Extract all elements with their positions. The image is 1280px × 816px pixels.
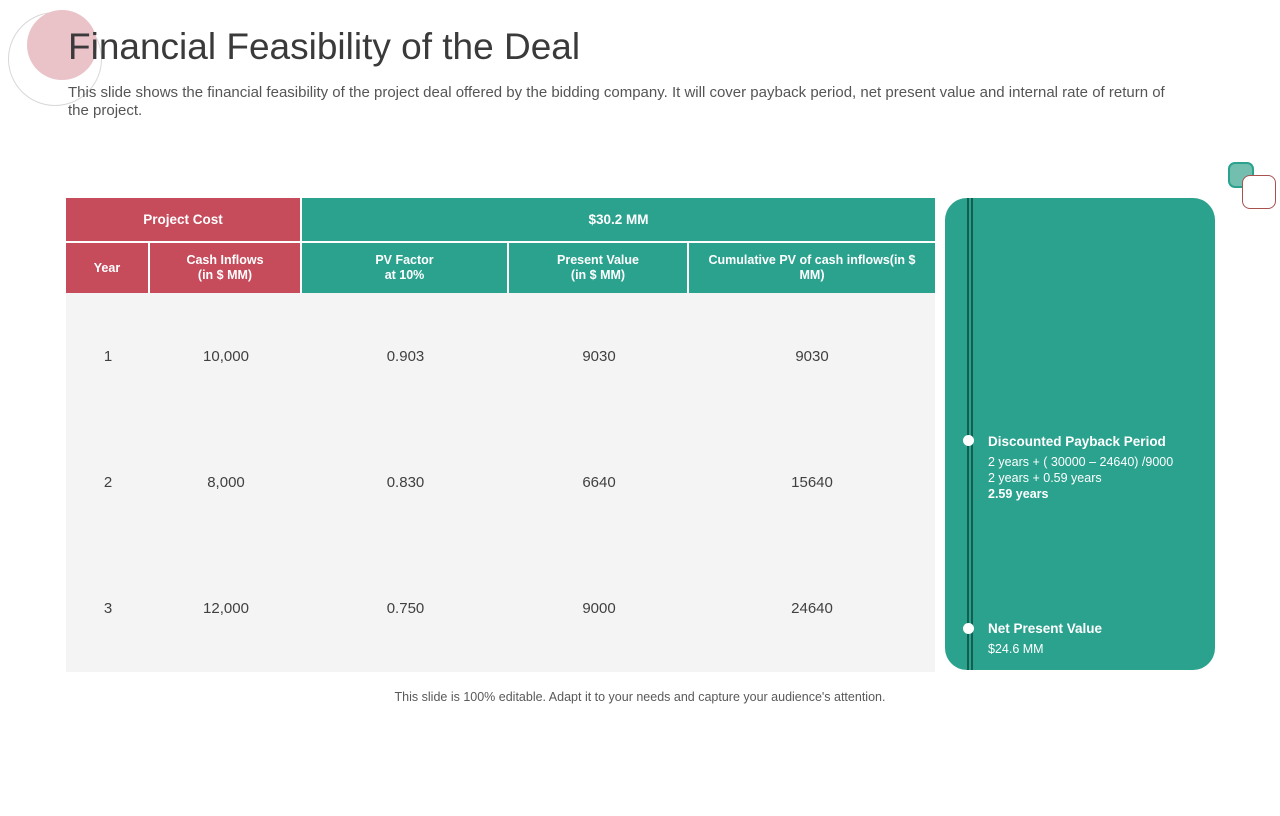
header-cash-inflows	[150, 243, 302, 293]
cell-cumulative-pv: 24640	[791, 600, 833, 618]
table-body	[66, 293, 935, 672]
cell-cumulative-pv: 9030	[795, 347, 829, 365]
header-cumulative-pv-line1: Cumulative PV of cash inflows(in $	[708, 253, 916, 267]
summary-panel	[945, 198, 1215, 815]
bullet-icon	[963, 623, 974, 634]
bullet-icon	[963, 782, 974, 793]
panel-spine-line	[967, 198, 969, 670]
slide-subtitle: This slide shows the financial feasibility of the project deal offered by the bidding company. It will cover payback period, net present value and internal rate of return of the project.	[68, 84, 1165, 119]
cell-cash-inflows: 12,000	[203, 600, 249, 618]
cell-year: 3	[103, 600, 113, 618]
panel-item-line: 2 years + 0.59 years	[988, 471, 1102, 485]
table-row	[66, 293, 935, 419]
footer-note: This slide is 100% editable. Adapt it to your needs and capture your audience's attention.	[394, 690, 886, 704]
table-row	[66, 419, 935, 545]
cell-cash-inflows: 10,000	[203, 347, 249, 365]
header-total-amount: $30.2 MM	[302, 198, 935, 241]
panel-item-heading: Internal Rate of Return	[988, 780, 1134, 795]
cell-present-value: 6640	[582, 473, 616, 491]
cell-present-value: 9000	[582, 600, 616, 618]
header-cumulative-pv	[689, 243, 935, 293]
bullet-icon	[963, 435, 974, 446]
panel-item-net-present-value	[988, 621, 1200, 657]
panel-item-discounted-payback	[988, 434, 1200, 502]
header-cumulative-pv-line2: MM)	[799, 268, 825, 282]
table-header-row-2	[66, 243, 935, 293]
header-present-value-line2: (in $ MM)	[570, 268, 626, 282]
header-pv-factor-line1: PV Factor	[375, 253, 434, 267]
header-pv-factor-line2: at 10%	[384, 268, 425, 282]
panel-item-line: $24.6 MM	[988, 642, 1044, 656]
cell-cumulative-pv: 15640	[791, 473, 833, 491]
panel-item-line: 2 years + ( 30000 – 24640) /9000	[988, 455, 1174, 469]
cell-pv-factor: 0.750	[386, 600, 425, 618]
header-cash-inflows-line2: (in $ MM)	[197, 268, 253, 282]
header-cash-inflows-line1: Cash Inflows	[186, 253, 264, 267]
table-row	[66, 546, 935, 672]
cell-year: 2	[103, 473, 113, 491]
header-year-line1: Year	[93, 260, 121, 275]
panel-item-heading: Net Present Value	[988, 621, 1103, 636]
cell-pv-factor: 0.830	[386, 473, 425, 491]
cell-pv-factor: 0.903	[386, 347, 425, 365]
panel-item-result: 2.59 years	[988, 487, 1049, 501]
cell-present-value: 9030	[582, 347, 616, 365]
financial-table	[66, 198, 935, 672]
decorative-red-outline-square	[1242, 175, 1276, 209]
panel-item-line: 11.39%	[988, 801, 1030, 815]
cell-year: 1	[103, 347, 113, 365]
panel-item-heading: Discounted Payback Period	[988, 434, 1166, 449]
header-year	[66, 243, 150, 293]
panel-spine-line	[971, 198, 973, 670]
slide-title: Financial Feasibility of the Deal	[68, 26, 581, 67]
header-present-value-line1: Present Value	[557, 253, 639, 267]
header-pv-factor	[302, 243, 509, 293]
header-project-cost: Project Cost	[66, 198, 302, 241]
panel-item-internal-rate-of-return	[988, 780, 1200, 816]
table-header-row-1	[66, 198, 935, 241]
cell-cash-inflows: 8,000	[207, 473, 245, 491]
header-present-value	[509, 243, 689, 293]
